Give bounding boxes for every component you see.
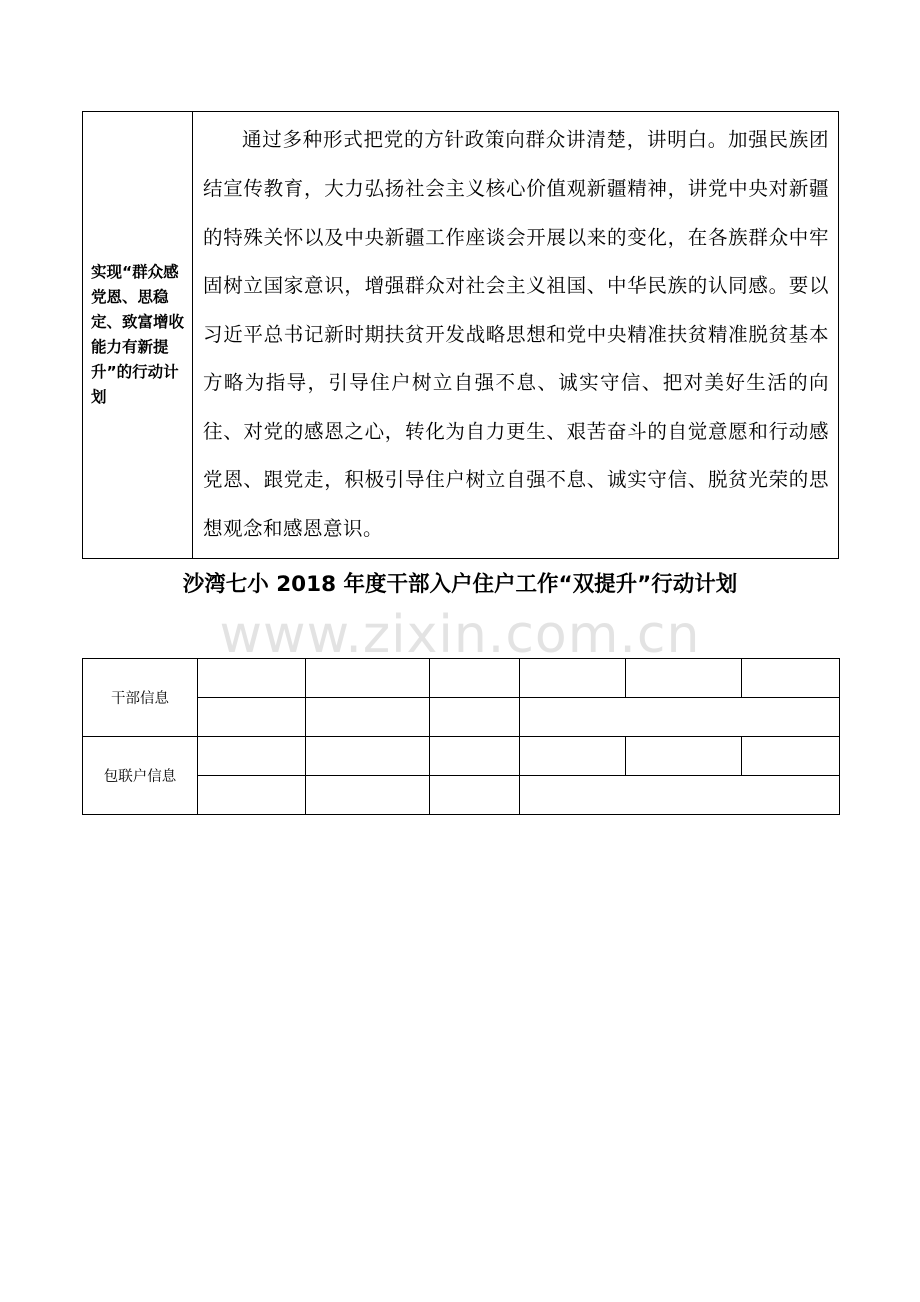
table-cell[interactable]	[306, 737, 430, 776]
watermark: www.zixin.com.cn	[219, 605, 701, 665]
cadre-info-row	[83, 659, 840, 698]
cadre-info-label: 干部信息	[83, 659, 198, 737]
table-cell[interactable]	[742, 737, 840, 776]
table-cell[interactable]	[198, 659, 306, 698]
action-plan-row	[83, 112, 839, 559]
table-cell[interactable]	[198, 698, 306, 737]
table-cell-wide[interactable]	[520, 776, 840, 815]
table-cell[interactable]	[520, 737, 626, 776]
table-cell[interactable]	[430, 659, 520, 698]
table-cell[interactable]	[306, 698, 430, 737]
table-cell[interactable]	[430, 776, 520, 815]
household-info-row	[83, 737, 840, 776]
table-cell[interactable]	[626, 737, 742, 776]
table-cell[interactable]	[742, 659, 840, 698]
table-cell[interactable]	[626, 659, 742, 698]
table-cell[interactable]	[306, 776, 430, 815]
action-plan-content: 通过多种形式把党的方针政策向群众讲清楚，讲明白。加强民族团结宣传教育，大力弘扬社会主义核心价值观新疆精神，讲党中央对新疆的特殊关怀以及中央新疆工作座谈会开展以来的变化，在各族群众中牢固树立国家意识，增强群众对社会主义祖国、中华民族的认同感。要以习近平总书记新时期扶贫开发战略思想和党中央精准扶贫精准脱贫基本方略为指导，引导住户树立自强不息、诚实守信、把对美好生活的向往、对党的感恩之心，转化为自力更生、艰苦奋斗的自觉意愿和行动感党恩、跟党走，积极引导住户树立自强不息、诚实守信、脱贫光荣的思想观念和感恩意识。	[193, 112, 839, 559]
table-cell[interactable]	[198, 776, 306, 815]
table-cell[interactable]	[430, 698, 520, 737]
table-cell[interactable]	[430, 737, 520, 776]
household-info-label: 包联户信息	[83, 737, 198, 815]
action-plan-label: 实现“群众感党恩、思稳定、致富增收能力有新提升”的行动计划	[83, 112, 193, 559]
table-cell-wide[interactable]	[520, 698, 840, 737]
table-cell[interactable]	[306, 659, 430, 698]
section-title: 沙湾七小 2018 年度干部入户住户工作“双提升”行动计划	[182, 572, 738, 597]
table-cell[interactable]	[198, 737, 306, 776]
table-cell[interactable]	[520, 659, 626, 698]
info-table	[82, 658, 840, 815]
action-plan-table	[82, 111, 839, 559]
